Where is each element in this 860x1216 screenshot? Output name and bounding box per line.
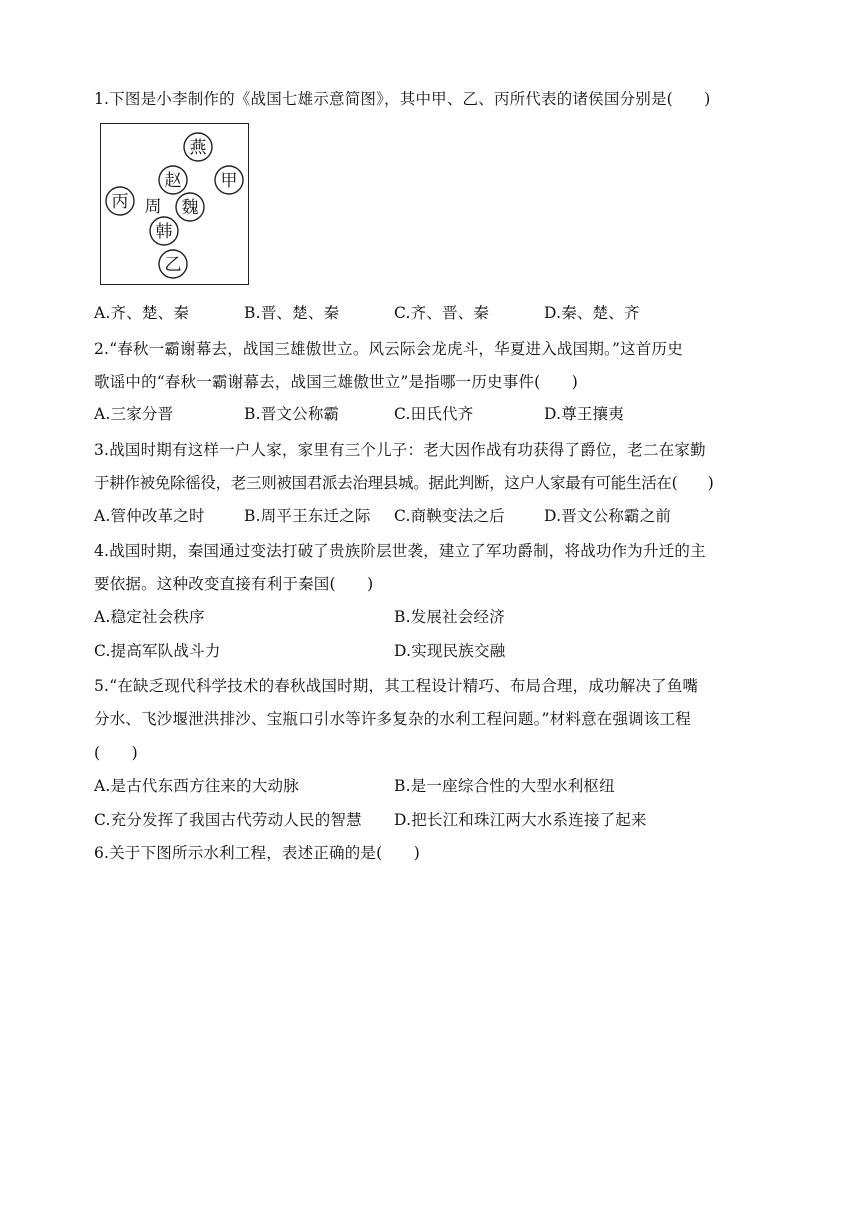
question-1-stem: 1.下图是小李制作的《战国七雄示意简图》，其中甲、乙、丙所代表的诸侯国分别是( ) — [94, 90, 711, 108]
warring-states-diagram — [100, 123, 249, 285]
question-3-stem-line-1: 3.战国时期有这样一户人家，家里有三个儿子：老大因作战有功获得了爵位，老二在家勤 — [94, 441, 706, 459]
q1-option-d: D.秦、楚、齐 — [544, 304, 640, 322]
question-4-stem-line-2: 要依据。这种改变直接有利于秦国( ) — [94, 575, 374, 593]
q5-option-a: A.是古代东西方往来的大动脉 — [94, 777, 299, 795]
question-4-stem-line-1: 4.战国时期，秦国通过变法打破了贵族阶层世袭，建立了军功爵制，将战功作为升迁的主 — [94, 542, 706, 560]
warring-states-diagram-svg — [101, 124, 250, 286]
q1-option-b: B.晋、楚、秦 — [244, 304, 340, 322]
q2-option-c: C.田氏代齐 — [394, 405, 474, 423]
q2-option-a: A.三家分晋 — [94, 405, 174, 423]
q4-option-b: B.发展社会经济 — [394, 608, 505, 626]
state-jia-label: 甲 — [220, 171, 238, 191]
state-han — [150, 217, 178, 245]
state-yan-label: 燕 — [189, 138, 207, 158]
question-5-stem-line-1: 5.“在缺乏现代科学技术的春秋战国时期，其工程设计精巧、布局合理，成功解决了鱼嘴 — [94, 677, 699, 695]
question-5-stem-line-2: 分水、飞沙堰泄洪排沙、宝瓶口引水等许多复杂的水利工程问题。”材料意在强调该工程 — [94, 710, 691, 728]
state-yi — [159, 250, 187, 278]
q3-option-a: A.管仲改革之时 — [94, 507, 205, 525]
q4-option-c: C.提高军队战斗力 — [94, 642, 221, 660]
question-6-stem: 6.关于下图所示水利工程，表述正确的是( ) — [94, 844, 420, 862]
state-han-label: 韩 — [155, 222, 173, 242]
q4-option-d: D.实现民族交融 — [394, 642, 506, 660]
q5-option-d: D.把长江和珠江两大水系连接了起来 — [394, 811, 647, 829]
q1-option-a: A.齐、楚、秦 — [94, 304, 190, 322]
state-bing — [106, 187, 134, 215]
state-wei-label: 魏 — [181, 198, 199, 218]
state-zhao — [159, 166, 187, 194]
state-bing-label: 丙 — [111, 192, 129, 212]
q2-option-d: D.尊王攘夷 — [544, 405, 625, 423]
zhou-label: 周 — [144, 197, 162, 217]
state-zhao-label: 赵 — [164, 171, 182, 191]
q3-option-b: B.周平王东迁之际 — [244, 507, 371, 525]
q3-option-c: C.商鞅变法之后 — [394, 507, 505, 525]
question-2-stem-line-2: 歌谣中的“春秋一霸谢幕去，战国三雄傲世立”是指哪一历史事件( ) — [94, 373, 579, 391]
question-2-stem-line-1: 2.“春秋一霸谢幕去，战国三雄傲世立。风云际会龙虎斗，华夏进入战国期。”这首历史 — [94, 340, 683, 358]
state-yan — [184, 133, 212, 161]
question-5-stem-line-3: ( ) — [94, 744, 138, 762]
zhou-royal-domain — [145, 197, 162, 217]
state-yi-label: 乙 — [164, 255, 182, 275]
q2-option-b: B.晋文公称霸 — [244, 405, 340, 423]
q4-option-a: A.稳定社会秩序 — [94, 608, 205, 626]
q1-option-c: C.齐、晋、秦 — [394, 304, 490, 322]
question-3-stem-line-2: 于耕作被免除徭役，老三则被国君派去治理县城。据此判断，这户人家最有可能生活在( ) — [94, 474, 714, 492]
q3-option-d: D.晋文公称霸之前 — [544, 507, 672, 525]
state-wei — [176, 193, 204, 221]
q5-option-c: C.充分发挥了我国古代劳动人民的智慧 — [94, 811, 362, 829]
q5-option-b: B.是一座综合性的大型水利枢纽 — [394, 777, 615, 795]
state-jia — [215, 166, 243, 194]
